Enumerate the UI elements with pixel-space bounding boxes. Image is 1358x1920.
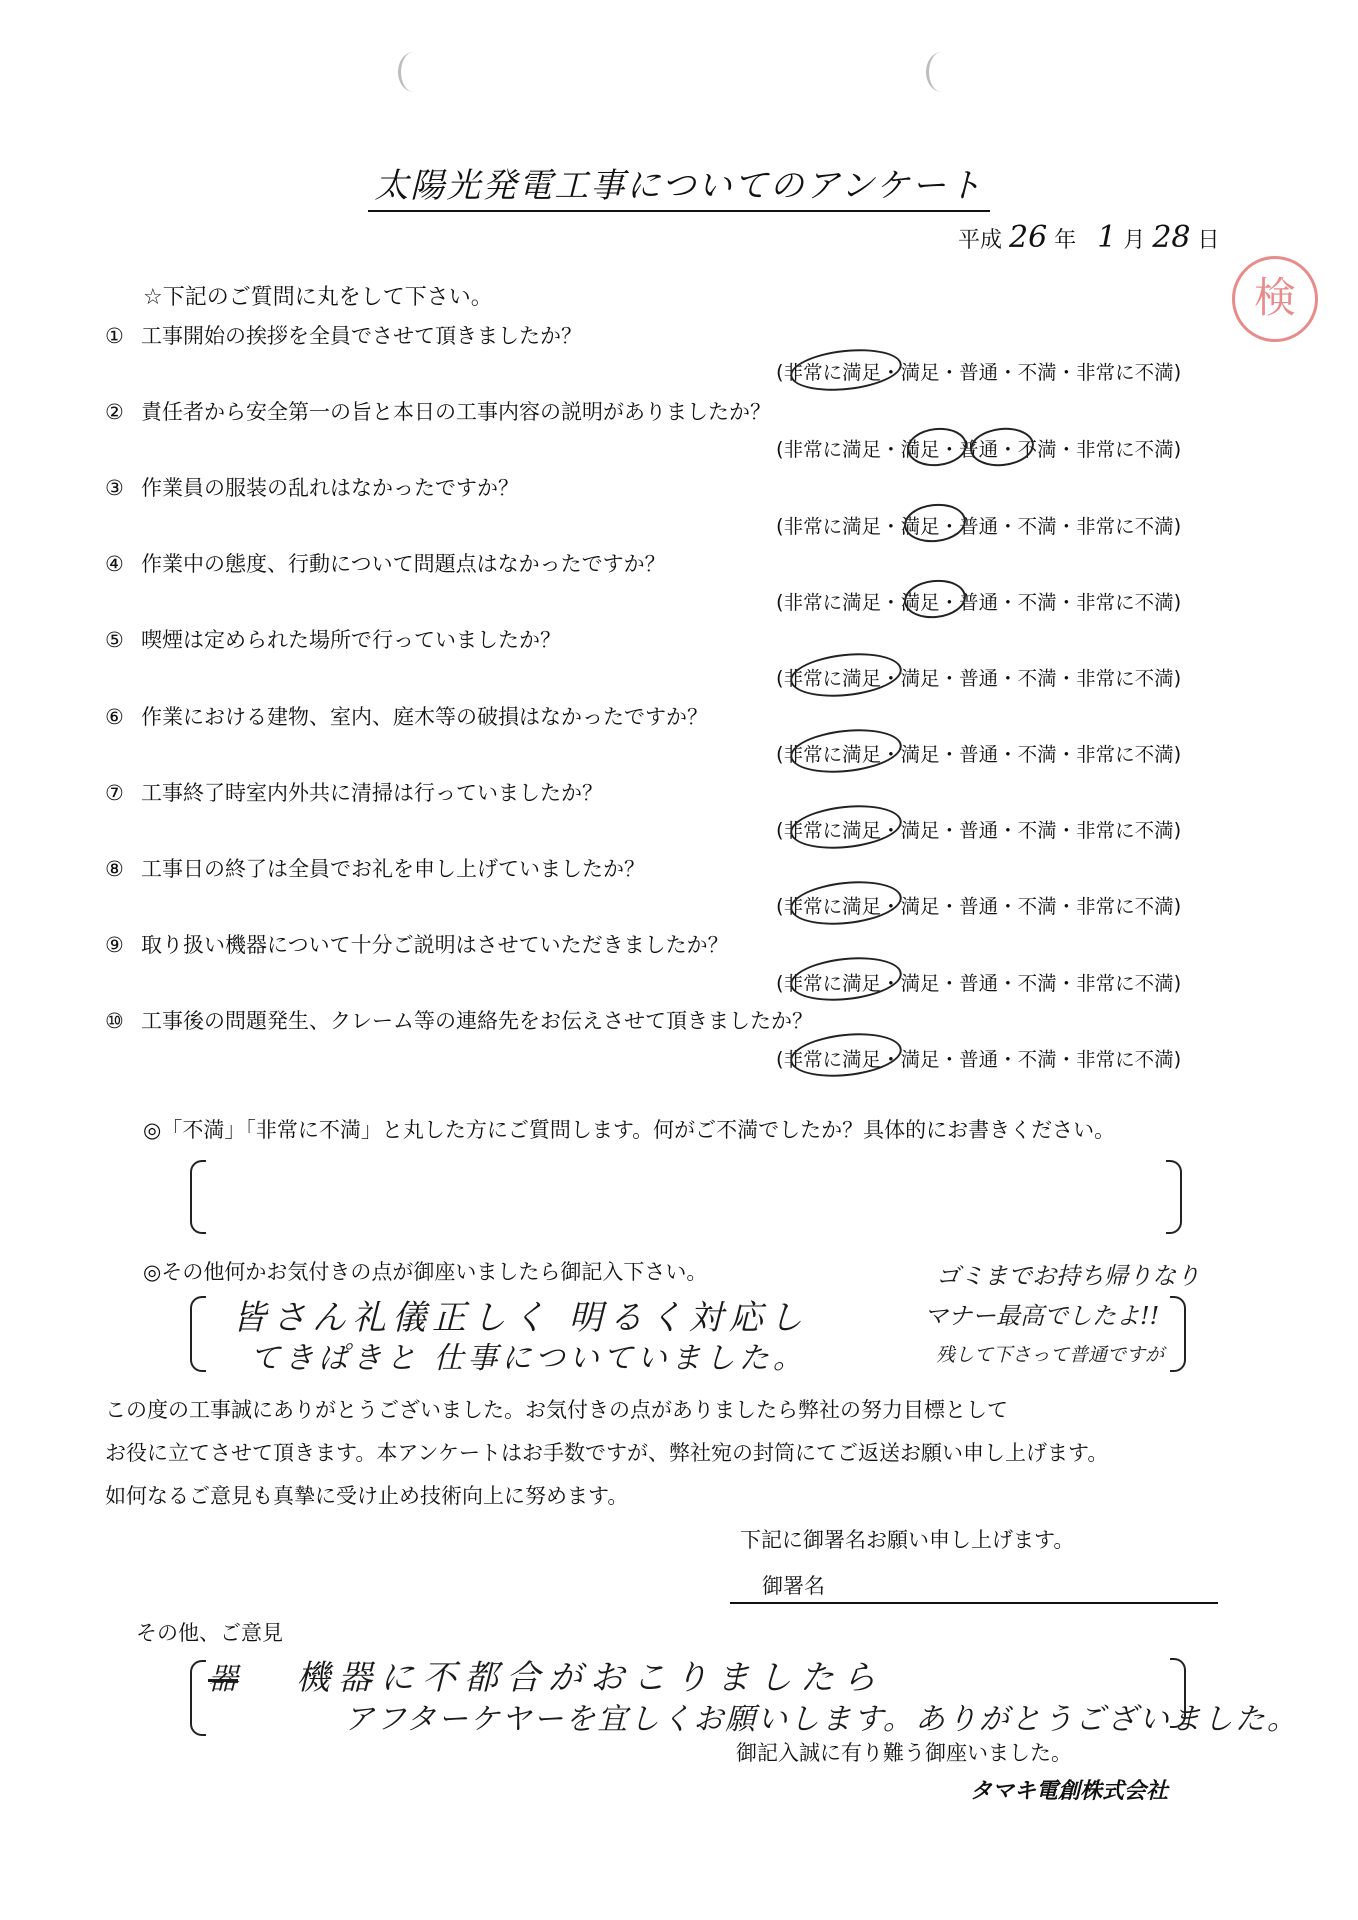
question-6: [105, 701, 708, 731]
handwritten-comment-line-1: 皆さん礼儀正しく 明るく対応し: [232, 1298, 809, 1338]
question-number: ⑧: [105, 857, 124, 881]
handwritten-opinion-line-1: 機器に不都合がおこりましたら: [296, 1658, 884, 1698]
question-5: [105, 624, 561, 654]
closing-line-3: 如何なるご意見も真摯に受け止め技術向上に努めます。: [105, 1484, 629, 1508]
signature-label: 御署名: [762, 1574, 825, 1598]
handwritten-side-note-line-3: 残して下さって普通ですが: [936, 1344, 1165, 1366]
question-text: 喫煙は定められた場所で行っていましたか？: [141, 628, 561, 652]
answer-options-2: (非常に満足・満足・普通・不満・非常に不満): [776, 438, 1182, 461]
answer-circle-2b: [968, 425, 1036, 469]
answer-options-5: (非常に満足・満足・普通・不満・非常に不満): [776, 667, 1182, 690]
handwritten-side-note-line-2: マナー最高でしたよ!!: [924, 1302, 1160, 1330]
inspection-stamp: 検: [1232, 256, 1318, 342]
question-number: ⑥: [105, 705, 124, 729]
question-7: [105, 777, 603, 807]
crossed-out-word: 器: [208, 1662, 238, 1697]
answer-circle-5: [788, 648, 904, 701]
question-text: 取り扱い機器について十分ご説明はさせていただきましたか？: [141, 933, 729, 957]
signature-line: [730, 1602, 1218, 1604]
punch-hole-right: [926, 52, 957, 92]
answer-circle-8: [788, 876, 904, 929]
date-day-label: 日: [1197, 228, 1220, 253]
answer-circle-2a: [905, 425, 969, 469]
remarks-box-right-bracket: [1170, 1296, 1186, 1372]
answer-options-10: (非常に満足・満足・普通・不満・非常に不満): [776, 1048, 1182, 1071]
handwritten-opinion-line-2: アフターケヤーを宜しくお願いします。ありがとうございました。: [344, 1702, 1299, 1737]
question-2: [105, 396, 771, 426]
question-text: 工事後の問題発生、クレーム等の連絡先をお伝えさせて頂きましたか？: [141, 1009, 813, 1033]
survey-date: [958, 220, 1220, 255]
other-remarks-prompt: ◎その他何かお気付きの点が御座いましたら御記入下さい。: [143, 1260, 708, 1284]
question-number: ⑦: [105, 781, 124, 805]
opinion-label: その他、ご意見: [136, 1621, 283, 1645]
answer-circle-10: [788, 1028, 904, 1081]
answer-circle-1: [788, 344, 904, 395]
question-text: 作業中の態度、行動について問題点はなかったですか？: [141, 552, 666, 576]
thanks-message: 御記入誠に有り難う御座いました。: [736, 1741, 1072, 1765]
date-year: 26: [1009, 220, 1048, 255]
question-10: [105, 1005, 813, 1035]
answer-options-9: (非常に満足・満足・普通・不満・非常に不満): [776, 972, 1182, 995]
question-number: ⑤: [105, 628, 124, 652]
page-title: [0, 158, 1358, 207]
title-text: 太陽光発電工事についてのアンケート: [368, 166, 989, 212]
date-month: 1: [1097, 220, 1117, 255]
question-4: [105, 548, 666, 578]
question-number: ②: [105, 400, 124, 424]
remarks-box-left-bracket: [190, 1296, 206, 1372]
question-number: ⑩: [105, 1009, 124, 1033]
handwritten-side-note-line-1: ゴミまでお持ち帰りなり: [936, 1262, 1200, 1290]
question-text: 工事開始の挨拶を全員でさせて頂きましたか？: [141, 324, 582, 348]
opinion-box-left-bracket: [190, 1660, 206, 1736]
dissatisfied-box-right-bracket: [1166, 1160, 1182, 1234]
date-day: 28: [1152, 220, 1191, 255]
question-number: ⑨: [105, 933, 124, 957]
question-text: 作業における建物、室内、庭木等の破損はなかったですか？: [141, 705, 708, 729]
answer-circle-6: [788, 724, 904, 777]
question-text: 責任者から安全第一の旨と本日の工事内容の説明がありましたか？: [141, 400, 771, 424]
company-name: タマキ電創株式会社: [970, 1779, 1169, 1804]
punch-hole-left: [398, 52, 429, 92]
question-1: [105, 320, 582, 350]
answer-options-1: (非常に満足・満足・普通・不満・非常に不満): [776, 361, 1182, 384]
answer-options-4: (非常に満足・満足・普通・不満・非常に不満): [776, 591, 1182, 614]
question-9: [105, 929, 729, 959]
answer-options-8: (非常に満足・満足・普通・不満・非常に不満): [776, 895, 1182, 918]
question-3: [105, 472, 519, 502]
handwritten-comment-line-2: てきぱきと 仕事についていました。: [250, 1341, 807, 1376]
closing-line-2: お役に立てさせて頂きます。本アンケートはお手数ですが、弊社宛の封筒にてご返送お願い申し上げます。: [105, 1441, 1109, 1465]
date-year-label: 年: [1054, 228, 1077, 253]
answer-circle-7: [788, 800, 904, 853]
dissatisfied-prompt: ◎「不満」「非常に不満」と丸した方にご質問します。何がご不満でしたか？具体的にお書きください。: [143, 1118, 1116, 1142]
question-text: 作業員の服装の乱れはなかったですか？: [141, 476, 519, 500]
date-era: 平成: [958, 228, 1003, 253]
survey-instructions: ☆下記のご質問に丸をして下さい。: [143, 285, 493, 310]
answer-options-6: (非常に満足・満足・普通・不満・非常に不満): [776, 743, 1182, 766]
question-number: ①: [105, 324, 124, 348]
answer-options-3: (非常に満足・満足・普通・不満・非常に不満): [776, 515, 1182, 538]
closing-line-1: この度の工事誠にありがとうございました。お気付きの点がありましたら弊社の努力目標として: [105, 1398, 1008, 1422]
question-number: ④: [105, 552, 124, 576]
answer-circle-9: [788, 952, 904, 1005]
question-text: 工事日の終了は全員でお礼を申し上げていましたか？: [141, 857, 645, 881]
date-month-label: 月: [1123, 228, 1146, 253]
dissatisfied-box-left-bracket: [190, 1160, 206, 1234]
question-8: [105, 853, 645, 883]
question-number: ③: [105, 476, 124, 500]
question-text: 工事終了時室内外共に清掃は行っていましたか？: [141, 781, 603, 805]
signature-request: 下記に御署名お願い申し上げます。: [740, 1528, 1075, 1552]
answer-options-7: (非常に満足・満足・普通・不満・非常に不満): [776, 819, 1182, 842]
